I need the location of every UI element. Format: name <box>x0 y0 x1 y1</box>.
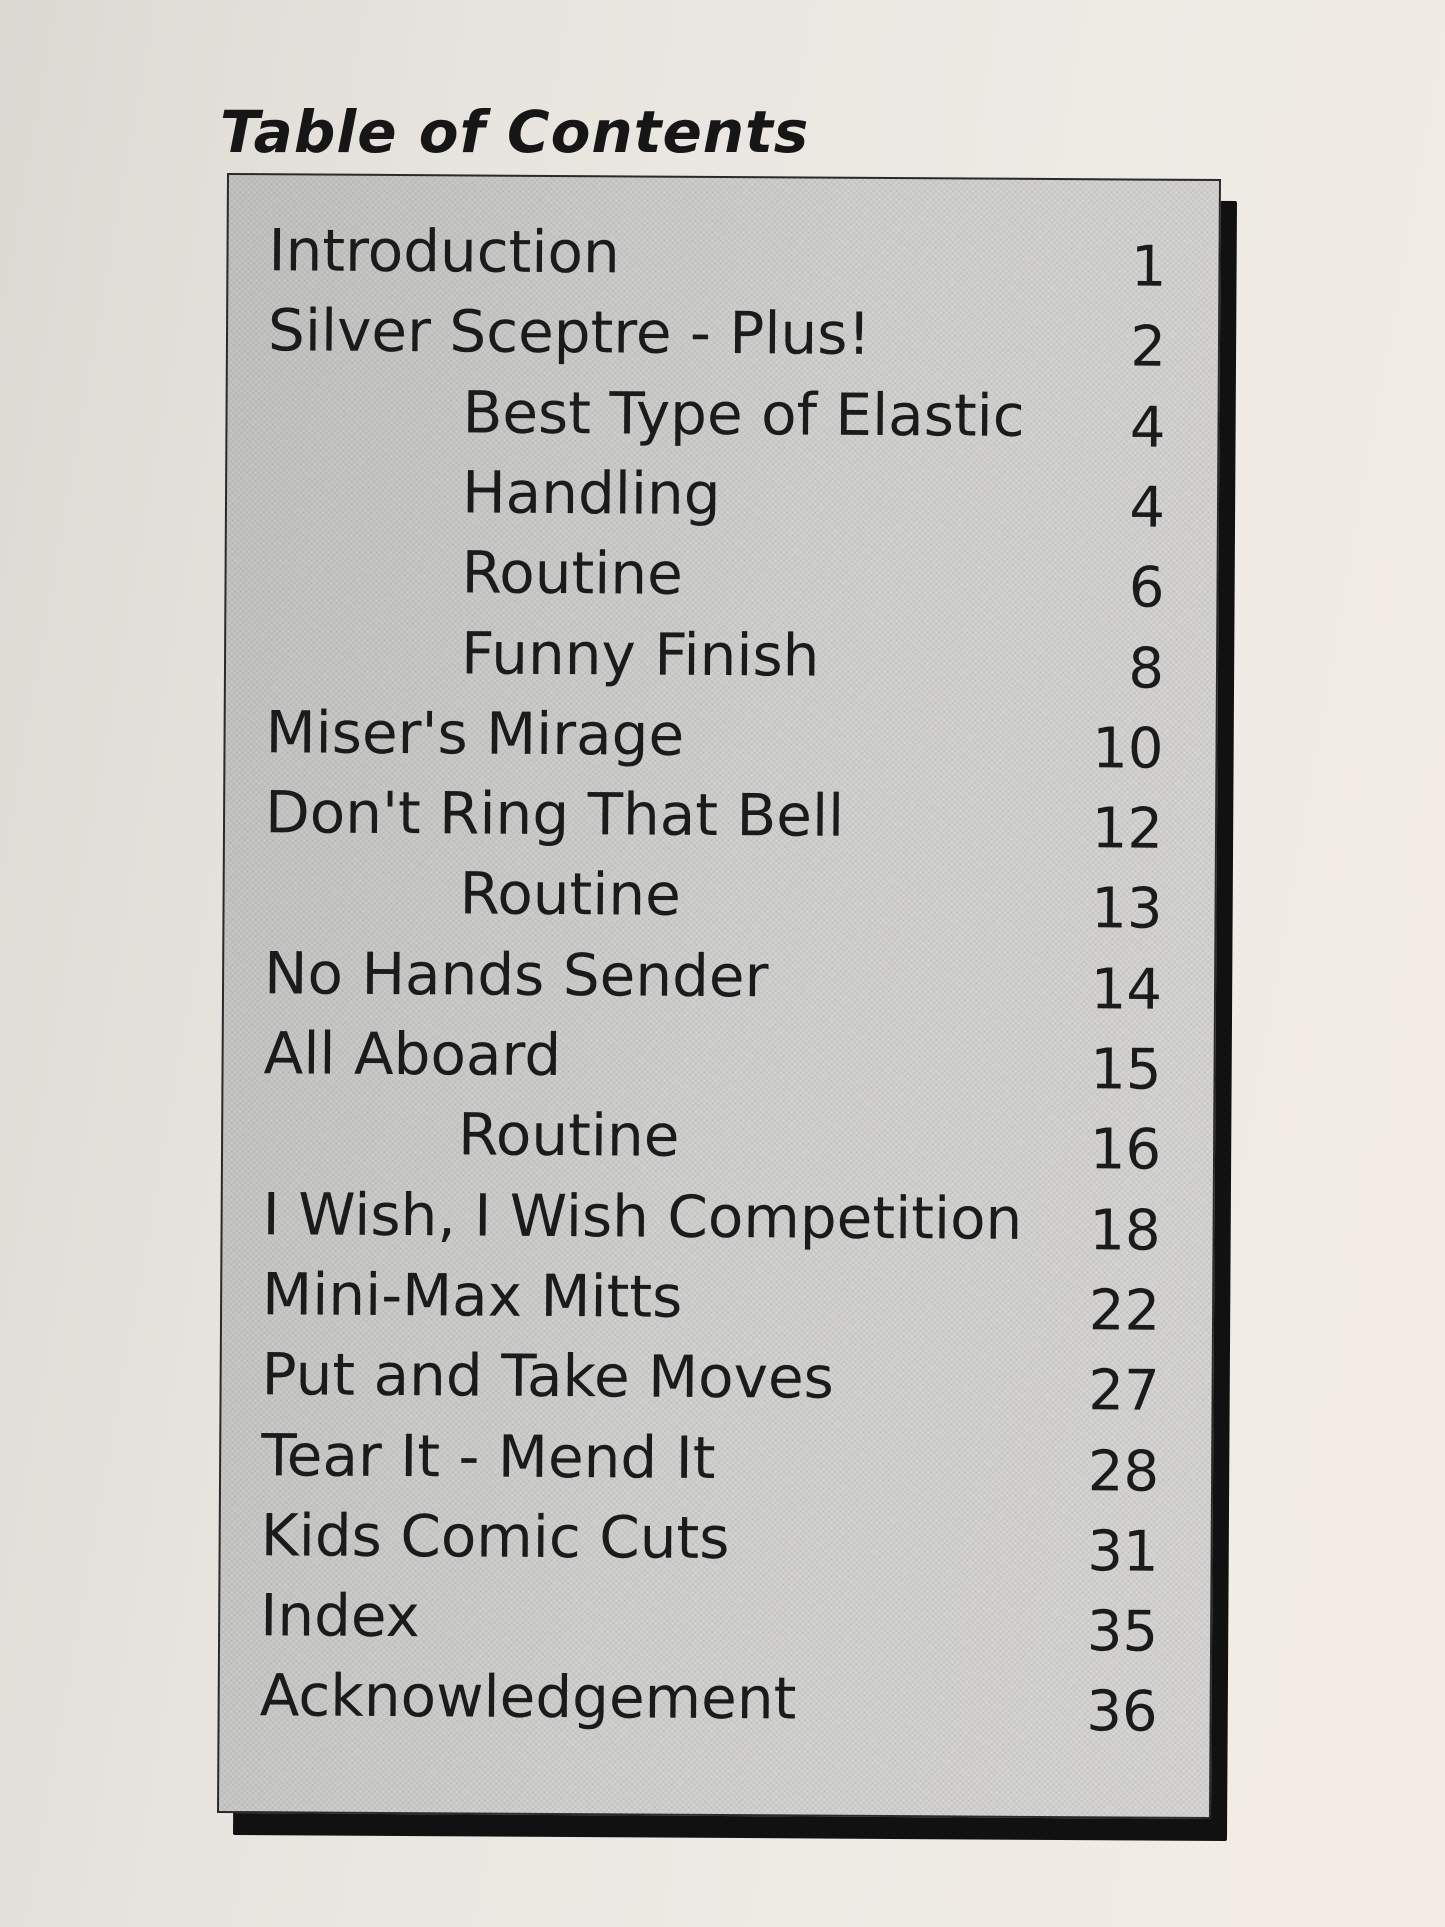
toc-entry-title: Index <box>260 1581 421 1651</box>
toc-entry-title: No Hands Sender <box>263 938 769 1010</box>
toc-entry <box>228 215 1218 301</box>
toc-entry-title: Acknowledgement <box>259 1661 797 1733</box>
toc-entry-page-number: 18 <box>1089 1197 1161 1264</box>
toc-entry-page-number: 14 <box>1090 956 1163 1023</box>
toc-entry <box>221 1339 1211 1425</box>
toc-entry <box>223 1018 1213 1104</box>
toc-entry-title: Miser's Mirage <box>265 698 685 769</box>
toc-entry-page-number: 4 <box>1129 475 1166 541</box>
toc-entry <box>222 1179 1212 1265</box>
toc-entry <box>221 1419 1211 1505</box>
toc-entry <box>224 857 1214 943</box>
toc-entry-page-number: 1 <box>1130 234 1167 300</box>
toc-entry-page-number: 28 <box>1087 1438 1160 1505</box>
page-title: Table of Contents <box>220 98 810 166</box>
toc-entry-title: Tear It - Mend It <box>260 1420 716 1492</box>
toc-entry-page-number: 12 <box>1091 796 1164 862</box>
toc-entry-title: Routine <box>459 859 682 930</box>
toc-entry <box>227 456 1217 542</box>
toc-entry-page-number: 13 <box>1091 876 1163 943</box>
toc-entry-page-number: 6 <box>1128 555 1165 621</box>
toc-entry <box>227 376 1217 462</box>
toc-entry <box>220 1500 1210 1586</box>
toc-entry <box>222 1259 1212 1345</box>
toc-entry-page-number: 10 <box>1092 716 1164 782</box>
toc-entry-title: Introduction <box>268 216 620 287</box>
toc-entry-title: Routine <box>461 538 684 608</box>
toc-entry-title: I Wish, I Wish Competition <box>262 1179 1023 1253</box>
toc-entry-title: Silver Sceptre - Plus! <box>267 296 871 369</box>
toc-entry-title: Kids Comic Cuts <box>260 1501 730 1572</box>
toc-entry-title: Best Type of Elastic <box>462 378 1025 450</box>
toc-entry-page-number: 36 <box>1086 1679 1158 1746</box>
toc-entry <box>219 1660 1209 1746</box>
toc-entry-title: All Aboard <box>263 1019 562 1090</box>
toc-entry-page-number: 2 <box>1130 314 1167 381</box>
toc-entry-page-number: 35 <box>1086 1599 1159 1665</box>
toc-entry-page-number: 22 <box>1088 1278 1161 1344</box>
toc-entry-page-number: 15 <box>1090 1037 1162 1103</box>
toc-entry-title: Mini-Max Mitts <box>261 1260 683 1331</box>
toc-entry-page-number: 16 <box>1089 1117 1162 1183</box>
toc-entry <box>226 616 1216 702</box>
toc-entry <box>220 1580 1210 1666</box>
toc-entry-title: Handling <box>461 458 721 528</box>
toc-entry <box>225 697 1215 783</box>
toc-entry <box>223 1098 1213 1184</box>
toc-entry-title: Routine <box>457 1100 680 1171</box>
toc-entry-page-number: 4 <box>1129 395 1166 461</box>
toc-entry <box>226 536 1216 622</box>
toc-entry <box>225 777 1215 863</box>
toc-entry <box>224 938 1214 1024</box>
toc-entry-page-number: 27 <box>1088 1358 1160 1424</box>
toc-entry-title: Funny Finish <box>460 618 820 690</box>
toc-entry-page-number: 8 <box>1128 635 1165 702</box>
toc-entry-title: Don't Ring That Bell <box>264 778 845 850</box>
toc-box <box>217 173 1221 1819</box>
toc-entry <box>228 295 1218 381</box>
toc-entry-page-number: 31 <box>1087 1519 1159 1585</box>
toc-entry-title: Put and Take Moves <box>261 1340 835 1412</box>
